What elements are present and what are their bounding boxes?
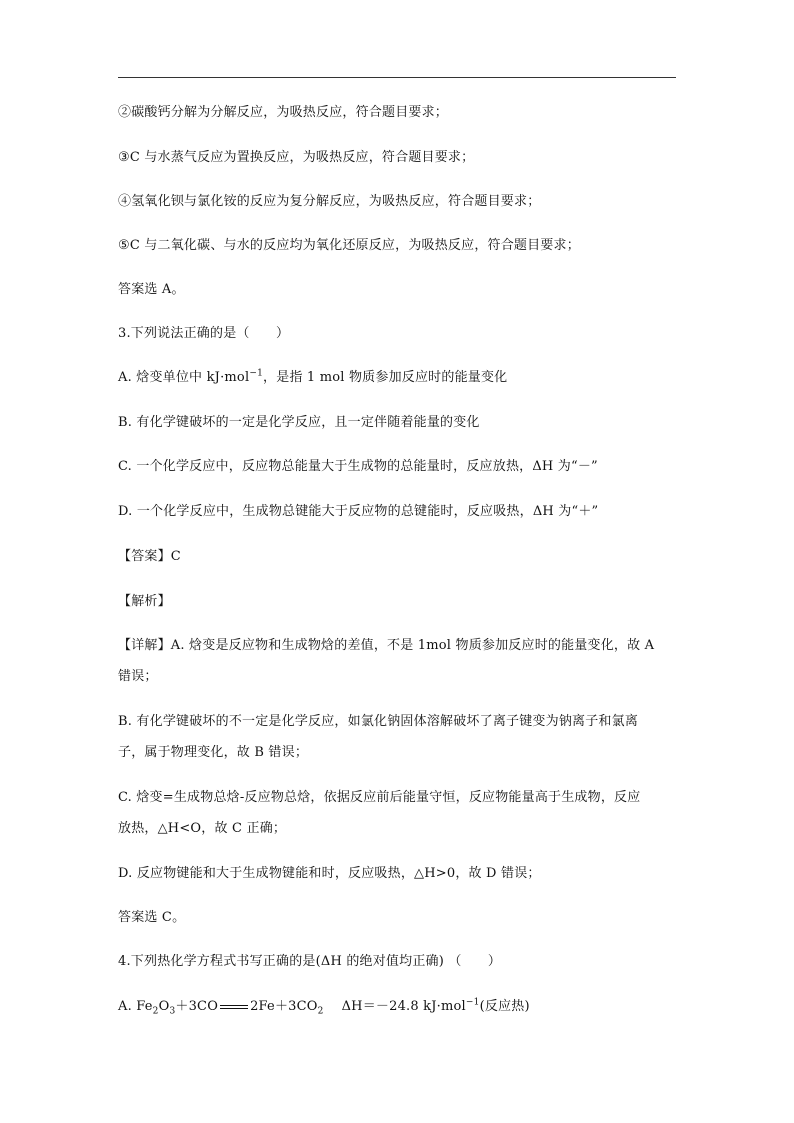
option-a-text: A. 焓变单位中 kJ·mol <box>118 370 250 385</box>
question-4-title: 4.下列热化学方程式书写正确的是(ΔH 的绝对值均正确) （ ） <box>118 954 502 969</box>
detail-line: D. 反应物键能和大于生成物键能和时，反应吸热，△H>0，故 D 错误； <box>118 866 541 881</box>
detail-line: 子，属于物理变化，故 B 错误； <box>118 745 309 760</box>
eq-part: (反应热) <box>479 999 530 1014</box>
question-4-option-a <box>118 999 530 1015</box>
text-line: ②碳酸钙分解为分解反应，为吸热反应，符合题目要求； <box>118 105 449 120</box>
eq-part: O <box>158 999 170 1014</box>
question-3-option-d: D. 一个化学反应中，生成物总键能大于反应物的总键能时，反应吸热，ΔH 为“＋” <box>118 504 599 519</box>
question-3-option-a <box>118 370 507 386</box>
detail-line: 放热，△H<O，故 C 正确； <box>118 821 287 836</box>
detail-line: 【详解】A. 焓变是反应物和生成物焓的差值，不是 1mol 物质参加反应时的能量变化，故 A <box>118 638 655 653</box>
header-rule <box>118 77 676 78</box>
eq-sub: 3 <box>169 1006 176 1017</box>
question-3-title: 3.下列说法正确的是（ ） <box>118 326 290 341</box>
eq-part: ΔH＝－24.8 kJ·mol <box>341 999 466 1014</box>
detail-line: C. 焓变=生成物总焓-反应物总焓，依据反应前后能量守恒，反应物能量高于生成物，反应 <box>118 790 641 805</box>
question-3-option-b: B. 有化学键破坏的一定是化学反应，且一定伴随着能量的变化 <box>118 415 480 430</box>
eq-part: A. Fe <box>118 999 153 1014</box>
analysis-label: 【解析】 <box>118 594 171 609</box>
eq-sub: 2 <box>317 1006 324 1017</box>
answer-label: 【答案】C <box>118 549 181 564</box>
answer-line: 答案选 A。 <box>118 282 185 297</box>
eq-sup: −1 <box>465 997 480 1008</box>
eq-sub: 2 <box>152 1006 159 1017</box>
eq-part: ＋3CO <box>175 999 219 1014</box>
text-line: ④氢氧化钡与氯化铵的反应为复分解反应，为吸热反应，符合题目要求； <box>118 194 541 209</box>
question-3-option-c: C. 一个化学反应中，反应物总能量大于生成物的总能量时，反应放热，ΔH 为“－” <box>118 459 598 474</box>
equals-sign <box>220 1005 248 1009</box>
text-line: ③C 与水蒸气反应为置换反应，为吸热反应，符合题目要求； <box>118 150 475 165</box>
detail-line: B. 有化学键破坏的不一定是化学反应，如氯化钠固体溶解破坏了离子键变为钠离子和氯离 <box>118 714 639 729</box>
text-line: ⑤C 与二氧化碳、与水的反应均为氧化还原反应，为吸热反应，符合题目要求； <box>118 238 580 253</box>
answer-line: 答案选 C。 <box>118 910 186 925</box>
eq-part: 2Fe＋3CO <box>250 999 318 1014</box>
option-a-text-end: ，是指 1 mol 物质参加反应时的能量变化 <box>263 370 508 385</box>
option-a-superscript: −1 <box>249 368 263 379</box>
detail-line: 错误； <box>118 669 158 684</box>
